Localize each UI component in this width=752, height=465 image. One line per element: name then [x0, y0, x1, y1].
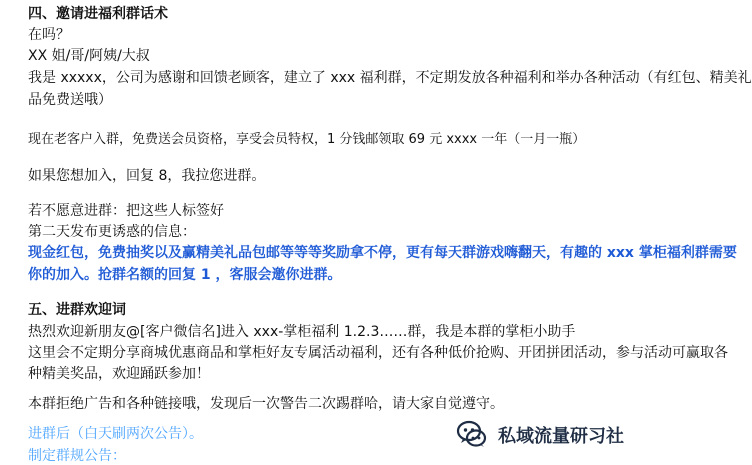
tag-prompt-line: 若不愿意进群：把这些人标签好	[28, 203, 224, 219]
welcome-line-3: 种精美奖品，欢迎踊跃参加！	[28, 366, 210, 382]
cta-line: 如果您想加入，回复 8，我拉您进群。	[28, 168, 266, 184]
intro-line-2: 品免费送哦）	[28, 92, 112, 108]
next-day-line: 第二天发布更诱惑的信息：	[28, 224, 196, 240]
watermark-text: 私域流量研习社	[498, 426, 624, 447]
section5-title: 五、进群欢迎词	[28, 302, 126, 318]
welcome-line-2: 这里会不定期分享商城优惠商品和掌柜好友专属活动福利，还有各种低价抢购、开团拼团活动，参与活动可赢取各	[28, 345, 728, 361]
group-rules-line: 制定群规公告：	[28, 448, 126, 464]
offer-line: 现在老客户入群，免费送会员资格，享受会员特权，1 分钱邮领取 69 元 xxxx 一年（一月一瓶）	[28, 132, 586, 147]
welcome-line-1: 热烈欢迎新朋友@[客户微信名]进入 xxx-掌柜福利 1.2.3……群，我是本群的掌柜小助手	[28, 324, 576, 340]
promo-line-2: 你的加入。抢群名额的回复 1 ，客服会邀你进群。	[28, 267, 342, 283]
watermark	[454, 417, 624, 453]
intro-line-1: 我是 xxxxx，公司为感谢和回馈老顾客，建立了 xxx 福利群，不定期发放各种福利和举办各种活动（有红包、精美礼	[28, 70, 752, 86]
after-join-line: 进群后（白天刷两次公告）。	[28, 426, 203, 442]
greeting-line: 在吗？	[28, 27, 70, 43]
section4-title: 四、邀请进福利群话术	[28, 6, 168, 22]
wechat-like-icon	[454, 417, 490, 453]
promo-line-1: 现金红包，免费抽奖以及赢精美礼品包邮等等等奖励拿不停，更有每天群游戏嗨翻天，有趣的 xxx 掌柜福利群需要	[28, 245, 737, 261]
address-line: XX 姐/哥/阿姨/大叔	[28, 48, 150, 64]
rules-line: 本群拒绝广告和各种链接哦，发现后一次警告二次踢群哈，请大家自觉遵守。	[28, 396, 504, 412]
